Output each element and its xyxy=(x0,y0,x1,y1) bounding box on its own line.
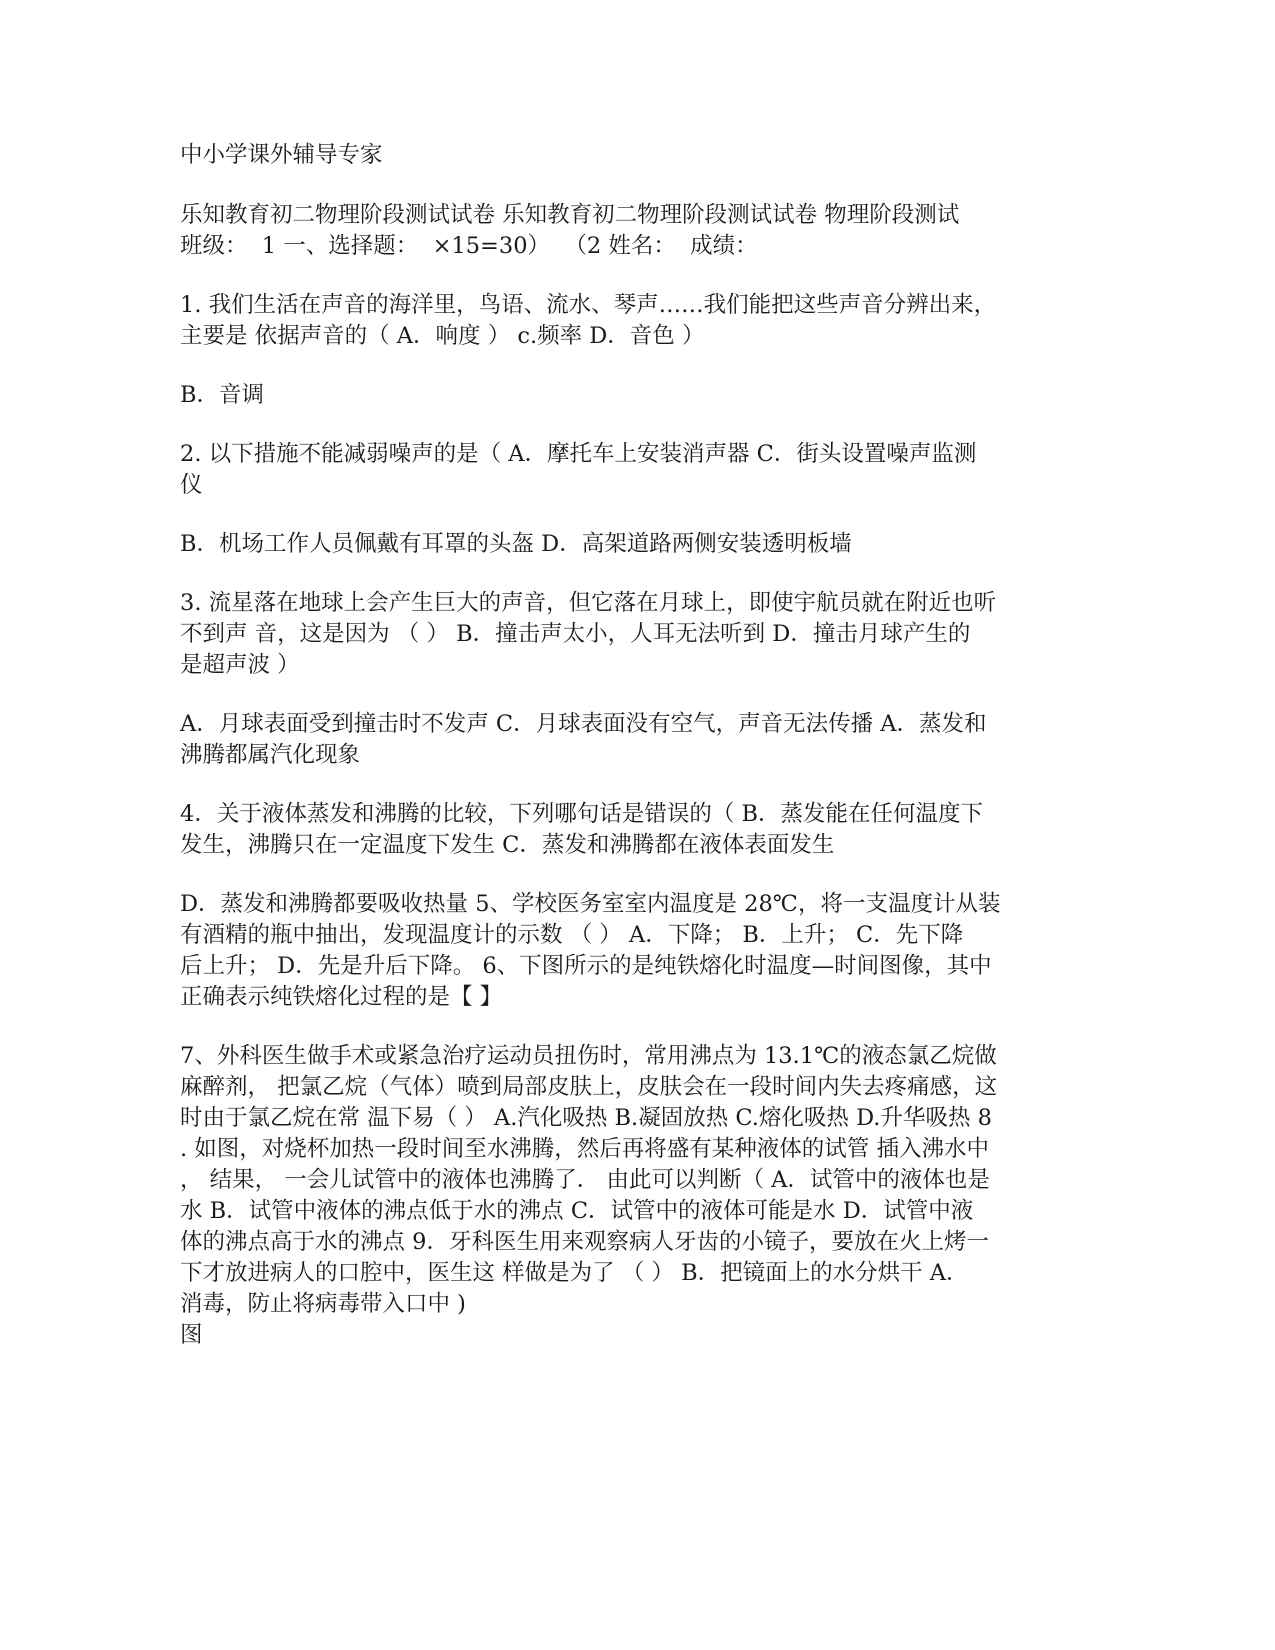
question-2-options: B．机场工作人员佩戴有耳罩的头盔 D．高架道路两侧安装透明板墙 xyxy=(180,531,852,557)
question-1-paragraph: 1. 我们生活在声音的海洋里，鸟语、流水、琴声……我们能把这些声音分辨出来， 主要是 依据声音的（ A．响度 ） c.频率 D．音色 ） xyxy=(180,292,997,349)
question-3-paragraph: 3. 流星落在地球上会产生巨大的声音，但它落在月球上，即使宇航员就在附近也听 不到声 音，这是因为 （ ） B．撞击声太小，人耳无法听到 D．撞击月球产生的 是超声波 ） xyxy=(180,590,997,678)
question-2-paragraph: 2. 以下措施不能减弱噪声的是（ A．摩托车上安装消声器 C．街头设置噪声监测 仪 xyxy=(180,441,977,498)
question-1-option-b: B．音调 xyxy=(180,382,265,408)
question-7-9-paragraph: 7、外科医生做手术或紧急治疗运动员扭伤时，常用沸点为 13.1℃的液态氯乙烷做 麻醉剂， 把氯乙烷（气体）喷到局部皮肤上，皮肤会在一段时间内失去疼痛感，这 时由于氯乙烷在常 温下易（ ） A.汽化吸热 B.凝固放热 C.熔化吸热 D.升华吸热 8 . 如图，对烧杯加热一段时间至水沸腾，然后再将盛有某种液体的试管 插入沸水中 ， 结果， 一会儿试管中的液体也沸腾了． 由此可以判断（ A．试管中的液体也是 水 B．试管中液体的沸点低于水的沸点 C．试管中的液体可能是水 D．试管中液 体的沸点高于水的沸点 9．牙科医生用来观察病人牙齿的小镜子，要放在火上烤一 下才放进病人的口腔中，医生这 样做是为了 （ ） B．把镜面上的水分烘干 A． 消毒，防止将病毒带入口中 ) 图 xyxy=(180,1043,998,1348)
question-4-6-paragraph: D．蒸发和沸腾都要吸收热量 5、学校医务室室内温度是 28℃，将一支温度计从装 有酒精的瓶中抽出，发现温度计的示数 （ ） A．下降； B．上升； C．先下降 后上升； D．先是升后下降。 6、下图所示的是纯铁熔化时温度—时间图像，其中 正确表示纯铁熔化过程的是【 】 xyxy=(180,891,1001,1010)
page-header: 中小学课外辅导专家 xyxy=(180,142,383,168)
document-page xyxy=(180,140,1080,1351)
exam-title-paragraph: 乐知教育初二物理阶段测试试卷 乐知教育初二物理阶段测试试卷 物理阶段测试 班级： 1 一、选择题： ×15=30） （2 姓名： 成绩： xyxy=(180,202,960,259)
question-4-paragraph: 4．关于液体蒸发和沸腾的比较，下列哪句话是错误的（ B．蒸发能在任何温度下 发生，沸腾只在一定温度下发生 C．蒸发和沸腾都在液体表面发生 xyxy=(180,801,984,858)
question-3-options: A．月球表面受到撞击时不发声 C．月球表面没有空气，声音无法传播 A．蒸发和 沸腾都属汽化现象 xyxy=(180,711,987,768)
